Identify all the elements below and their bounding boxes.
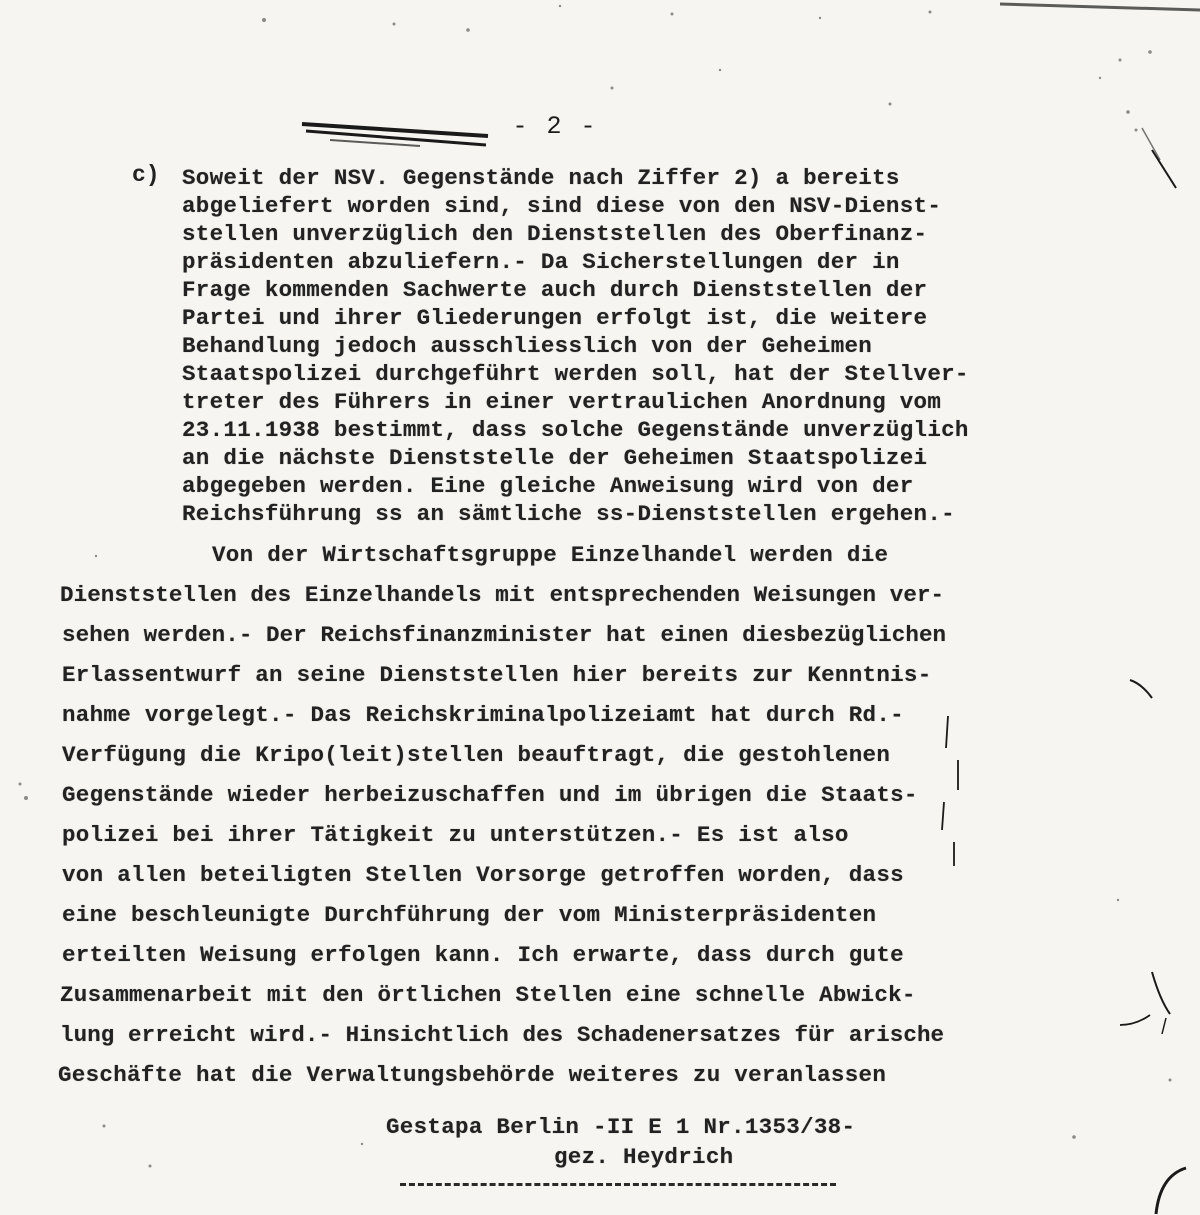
text-line: Zusammenarbeit mit den örtlichen Stellen eine schnelle Abwick- xyxy=(60,982,916,1008)
text-line: 23.11.1938 bestimmt, dass solche Gegenstände unverzüglich xyxy=(182,417,969,443)
text-line: Behandlung jedoch ausschliesslich von der Geheimen xyxy=(182,333,873,359)
text-line: präsidenten abzuliefern.- Da Sicherstellungen der in xyxy=(182,249,900,275)
text-line: Gegenstände wieder herbeizuschaffen und im übrigen die Staats- xyxy=(62,782,918,808)
text-line: Erlassentwurf an seine Dienststellen hier bereits zur Kenntnis- xyxy=(62,662,932,688)
text-line: Verfügung die Kripo(leit)stellen beauftragt, die gestohlenen xyxy=(62,742,891,768)
list-marker: c) xyxy=(132,162,160,188)
text-line: Dienststellen des Einzelhandels mit entsprechenden Weisungen ver- xyxy=(60,582,945,608)
text-line: an die nächste Dienststelle der Geheimen Staatspolizei xyxy=(182,445,928,471)
text-line: abgegeben werden. Eine gleiche Anweisung wird von der xyxy=(182,473,914,499)
text-line: Von der Wirtschaftsgruppe Einzelhandel werden die xyxy=(212,542,889,568)
signature-line: gez. Heydrich xyxy=(554,1144,734,1170)
text-line: Soweit der NSV. Gegenstände nach Ziffer 2) a bereits xyxy=(182,165,900,191)
closing-rule xyxy=(400,1183,836,1186)
text-line: sehen werden.- Der Reichsfinanzminister hat einen diesbezüglichen xyxy=(62,622,947,648)
text-line: polizei bei ihrer Tätigkeit zu unterstützen.- Es ist also xyxy=(62,822,849,848)
text-line: Partei und ihrer Gliederungen erfolgt ist, die weitere xyxy=(182,305,928,331)
text-line: Reichsführung ss an sämtliche ss-Dienststellen ergehen.- xyxy=(182,501,955,527)
text-line: lung erreicht wird.- Hinsichtlich des Schadenersatzes für arische xyxy=(60,1022,945,1048)
text-line: treter des Führers in einer vertraulichen Anordnung vom xyxy=(182,389,942,415)
text-line: nahme vorgelegt.- Das Reichskriminalpolizeiamt hat durch Rd.- xyxy=(62,702,904,728)
reference-line: Gestapa Berlin -II E 1 Nr.1353/38- xyxy=(386,1114,856,1140)
text-line: erteilten Weisung erfolgen kann. Ich erwarte, dass durch gute xyxy=(62,942,904,968)
page-number: - 2 - xyxy=(512,112,598,141)
text-line: eine beschleunigte Durchführung der vom Ministerpräsidenten xyxy=(62,902,877,928)
text-line: abgeliefert worden sind, sind diese von den NSV-Dienst- xyxy=(182,193,942,219)
text-line: stellen unverzüglich den Dienststellen des Oberfinanz- xyxy=(182,221,928,247)
text-line: von allen beteiligten Stellen Vorsorge getroffen worden, dass xyxy=(62,862,904,888)
text-line: Geschäfte hat die Verwaltungsbehörde weiteres zu veranlassen xyxy=(58,1062,887,1088)
text-line: Staatspolizei durchgeführt werden soll, hat der Stellver- xyxy=(182,361,969,387)
text-line: Frage kommenden Sachwerte auch durch Dienststellen der xyxy=(182,277,928,303)
